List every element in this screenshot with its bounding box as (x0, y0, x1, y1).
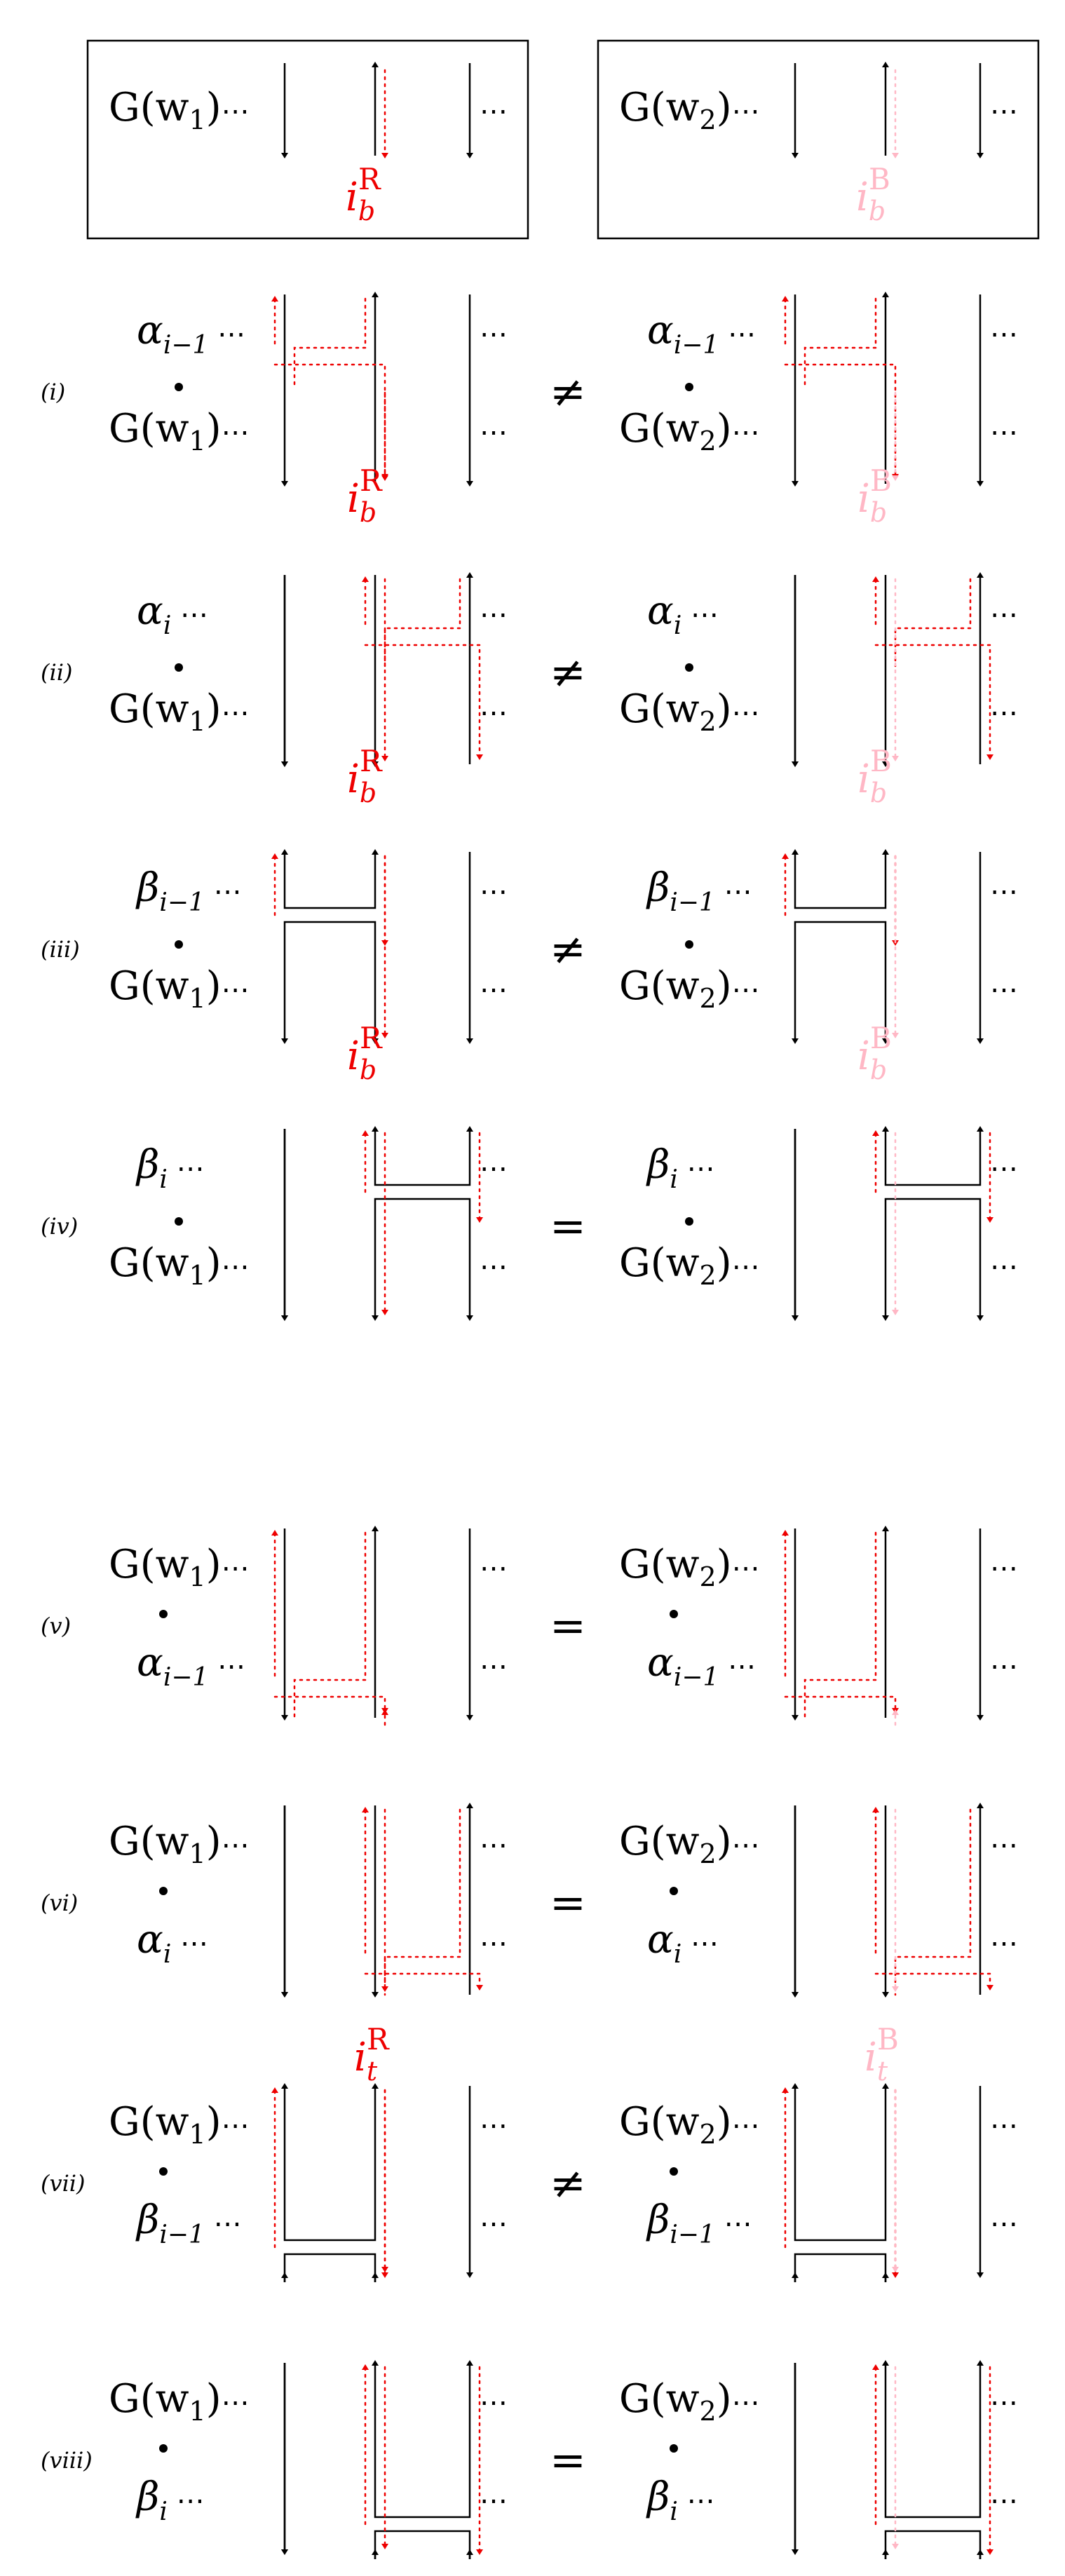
beta-connector (285, 922, 375, 950)
ellipsis: ⋯ (480, 95, 508, 128)
panel-left (109, 2363, 508, 2559)
panel-right (619, 2022, 1018, 2282)
relation-sign: = (550, 1200, 586, 1252)
ellipsis: ⋯ (990, 318, 1018, 351)
row-v (41, 1528, 1018, 1725)
greek-label: $\alpha_{i-1}$ ⋯ (647, 308, 757, 360)
red-path (895, 1810, 970, 1995)
red-path (876, 1974, 990, 1988)
relation-sign: = (550, 1877, 586, 1928)
greek-label: $\alpha_i$ ⋯ (647, 1917, 719, 1969)
greek-label: $\alpha_i$ ⋯ (137, 1917, 209, 1969)
row-label: (vi) (41, 1890, 79, 1916)
red-path (275, 365, 385, 477)
i-b-label-sup: R (358, 162, 381, 196)
i-t-label-sup: B (877, 2022, 899, 2056)
row-ii (41, 575, 1018, 808)
g-label: $G(w_1)\cdots$ (109, 1819, 250, 1869)
ellipsis: ⋯ (480, 2387, 508, 2419)
g-label: $G(w_1)\cdots$ (109, 2376, 250, 2427)
greek-label: $\beta_i$ ⋯ (647, 2474, 715, 2526)
beta-connector (795, 2212, 886, 2240)
row-iii (41, 852, 1018, 1085)
greek-label: $\alpha_{i-1}$ ⋯ (137, 1640, 246, 1692)
g-label: $G(w_2)\cdots$ (619, 1240, 760, 1291)
i-b-label: $i_b$ (347, 757, 377, 808)
red-path (365, 645, 480, 757)
bullet (175, 940, 183, 949)
relation-sign: = (550, 2434, 586, 2486)
red-path (365, 1974, 480, 1988)
ellipsis: ⋯ (990, 1552, 1018, 1585)
row-label: (viii) (41, 2447, 93, 2474)
beta-connector (795, 922, 886, 950)
row-label: (ii) (41, 659, 73, 686)
row-label: (iii) (41, 936, 80, 963)
g-label: $G(w_2)\cdots$ (619, 1542, 760, 1592)
i-b-label-sup: R (360, 1021, 382, 1055)
bullet (685, 383, 693, 391)
i-b-label-sup: B (870, 1021, 892, 1055)
g-label: $G(w_2)\cdots$ (619, 686, 760, 737)
bullet (175, 383, 183, 391)
i-b-label: $i_b$ (347, 476, 377, 528)
ellipsis: ⋯ (990, 95, 1018, 128)
ellipsis: ⋯ (480, 1153, 508, 1185)
greek-label: $\beta_i$ ⋯ (137, 1142, 205, 1194)
red-path (805, 1533, 876, 1718)
g-label: $G(w_2)\cdots$ (619, 406, 760, 456)
header-frame (88, 41, 528, 238)
panel-left (109, 1805, 508, 1995)
red-path (876, 645, 990, 757)
bullet (175, 663, 183, 672)
bullet (159, 1610, 168, 1618)
greek-label: $\beta_{i-1}$ ⋯ (647, 865, 752, 917)
greek-label: $\alpha_i$ ⋯ (647, 588, 719, 640)
beta-connector (886, 2489, 980, 2517)
panel-left (109, 852, 508, 1085)
g-label: $G(w_2)\cdots$ (619, 85, 760, 135)
ellipsis: ⋯ (480, 2485, 508, 2517)
ellipsis: ⋯ (990, 1829, 1018, 1862)
ellipsis: ⋯ (480, 2208, 508, 2240)
panel-left (109, 575, 508, 808)
beta-connector (285, 2254, 375, 2282)
bullet (175, 1217, 183, 1226)
greek-label: $\alpha_i$ ⋯ (137, 588, 209, 640)
ellipsis: ⋯ (480, 697, 508, 729)
i-b-label-sup: R (360, 463, 382, 498)
beta-connector (375, 1199, 470, 1227)
red-path (294, 299, 365, 386)
i-t-label: $i_t$ (354, 2035, 378, 2087)
bullet (159, 2167, 168, 2176)
beta-connector (375, 1157, 470, 1185)
bullet (670, 2444, 678, 2453)
bullet (159, 2444, 168, 2453)
i-b-label-sup: B (869, 162, 890, 196)
greek-label: $\beta_{i-1}$ ⋯ (137, 865, 242, 917)
ellipsis: ⋯ (990, 1251, 1018, 1283)
panel-right (619, 575, 1018, 808)
g-label: $G(w_2)\cdots$ (619, 2099, 760, 2150)
i-b-label: $i_b$ (346, 175, 376, 226)
ellipsis: ⋯ (480, 318, 508, 351)
greek-label: $\beta_{i-1}$ ⋯ (647, 2197, 752, 2249)
panel-right (619, 2363, 1018, 2559)
beta-connector (795, 2254, 886, 2282)
bullet (685, 663, 693, 672)
ellipsis: ⋯ (990, 2387, 1018, 2419)
bullet (685, 940, 693, 949)
panel-left (109, 2022, 508, 2282)
g-label: $G(w_1)\cdots$ (109, 85, 250, 135)
ellipsis: ⋯ (480, 876, 508, 908)
panel-right (619, 1129, 1018, 1318)
ellipsis: ⋯ (480, 599, 508, 631)
panel-right (619, 294, 1018, 528)
beta-connector (285, 2212, 375, 2240)
row-label: (v) (41, 1613, 72, 1639)
header-box-right (598, 41, 1038, 238)
panel-right (619, 852, 1018, 1085)
greek-label: $\alpha_{i-1}$ ⋯ (647, 1640, 757, 1692)
g-label: $G(w_2)\cdots$ (619, 1819, 760, 1869)
ellipsis: ⋯ (990, 2110, 1018, 2142)
red-path (785, 1697, 895, 1711)
g-label: $G(w_1)\cdots$ (109, 963, 250, 1014)
beta-connector (795, 880, 886, 908)
beta-connector (886, 1157, 980, 1185)
beta-connector (375, 2489, 470, 2517)
g-label: $G(w_1)\cdots$ (109, 2099, 250, 2150)
beta-connector (285, 880, 375, 908)
red-path (785, 365, 895, 477)
panel-right (619, 1528, 1018, 1725)
relation-sign: ≠ (550, 2157, 586, 2209)
g-label: $G(w_2)\cdots$ (619, 963, 760, 1014)
panel-right (619, 1805, 1018, 1995)
red-path (385, 1810, 460, 1995)
i-b-label-sup: B (870, 744, 892, 778)
panel-left (109, 1528, 508, 1725)
panel-left (109, 294, 508, 528)
ellipsis: ⋯ (990, 876, 1018, 908)
red-path (294, 1533, 365, 1718)
greek-label: $\alpha_{i-1}$ ⋯ (137, 308, 246, 360)
greek-label: $\beta_i$ ⋯ (647, 1142, 715, 1194)
bullet (670, 1887, 678, 1895)
red-path (805, 299, 876, 386)
i-b-label: $i_b$ (856, 175, 886, 226)
red-path (385, 579, 460, 666)
g-label: $G(w_1)\cdots$ (109, 1542, 250, 1592)
ellipsis: ⋯ (480, 974, 508, 1006)
ellipsis: ⋯ (990, 599, 1018, 631)
i-b-label: $i_b$ (857, 757, 888, 808)
bullet (670, 2167, 678, 2176)
i-b-label: $i_b$ (857, 1033, 888, 1085)
i-b-label-sup: B (870, 463, 892, 498)
ellipsis: ⋯ (990, 416, 1018, 449)
relation-sign: = (550, 1600, 586, 1651)
ellipsis: ⋯ (480, 1650, 508, 1683)
bullet (685, 1217, 693, 1226)
ellipsis: ⋯ (990, 1650, 1018, 1683)
greek-label: $\beta_{i-1}$ ⋯ (137, 2197, 242, 2249)
ellipsis: ⋯ (990, 697, 1018, 729)
ellipsis: ⋯ (480, 1829, 508, 1862)
row-label: (i) (41, 379, 66, 405)
row-iv (41, 1129, 1018, 1318)
ellipsis: ⋯ (480, 1251, 508, 1283)
bullet (670, 1610, 678, 1618)
red-path (275, 1697, 385, 1711)
header-box-left (88, 41, 528, 238)
row-viii (41, 2363, 1018, 2559)
g-label: $G(w_2)\cdots$ (619, 2376, 760, 2427)
ellipsis: ⋯ (480, 416, 508, 449)
row-vi (41, 1805, 1018, 1995)
row-label: (iv) (41, 1213, 79, 1240)
i-b-label-sup: R (360, 744, 382, 778)
i-t-label-sup: R (367, 2022, 389, 2056)
panel-left (109, 1129, 508, 1318)
red-path (895, 579, 970, 666)
beta-connector (886, 1199, 980, 1227)
ellipsis: ⋯ (480, 1552, 508, 1585)
g-label: $G(w_1)\cdots$ (109, 1240, 250, 1291)
i-t-label: $i_t$ (864, 2035, 888, 2087)
ellipsis: ⋯ (990, 1153, 1018, 1185)
beta-connector (375, 2531, 470, 2559)
row-i (41, 294, 1018, 528)
relation-sign: ≠ (550, 366, 586, 417)
ellipsis: ⋯ (990, 974, 1018, 1006)
ellipsis: ⋯ (990, 2485, 1018, 2517)
row-vii (41, 2022, 1018, 2282)
g-label: $G(w_1)\cdots$ (109, 406, 250, 456)
ellipsis: ⋯ (990, 1927, 1018, 1960)
ellipsis: ⋯ (480, 1927, 508, 1960)
i-b-label: $i_b$ (347, 1033, 377, 1085)
greek-label: $\beta_i$ ⋯ (137, 2474, 205, 2526)
g-label: $G(w_1)\cdots$ (109, 686, 250, 737)
relation-sign: ≠ (550, 646, 586, 698)
i-b-label: $i_b$ (857, 476, 888, 528)
header-frame (598, 41, 1038, 238)
ellipsis: ⋯ (480, 2110, 508, 2142)
bullet (159, 1887, 168, 1895)
row-label: (vii) (41, 2170, 86, 2197)
ellipsis: ⋯ (990, 2208, 1018, 2240)
beta-connector (886, 2531, 980, 2559)
relation-sign: ≠ (550, 923, 586, 975)
